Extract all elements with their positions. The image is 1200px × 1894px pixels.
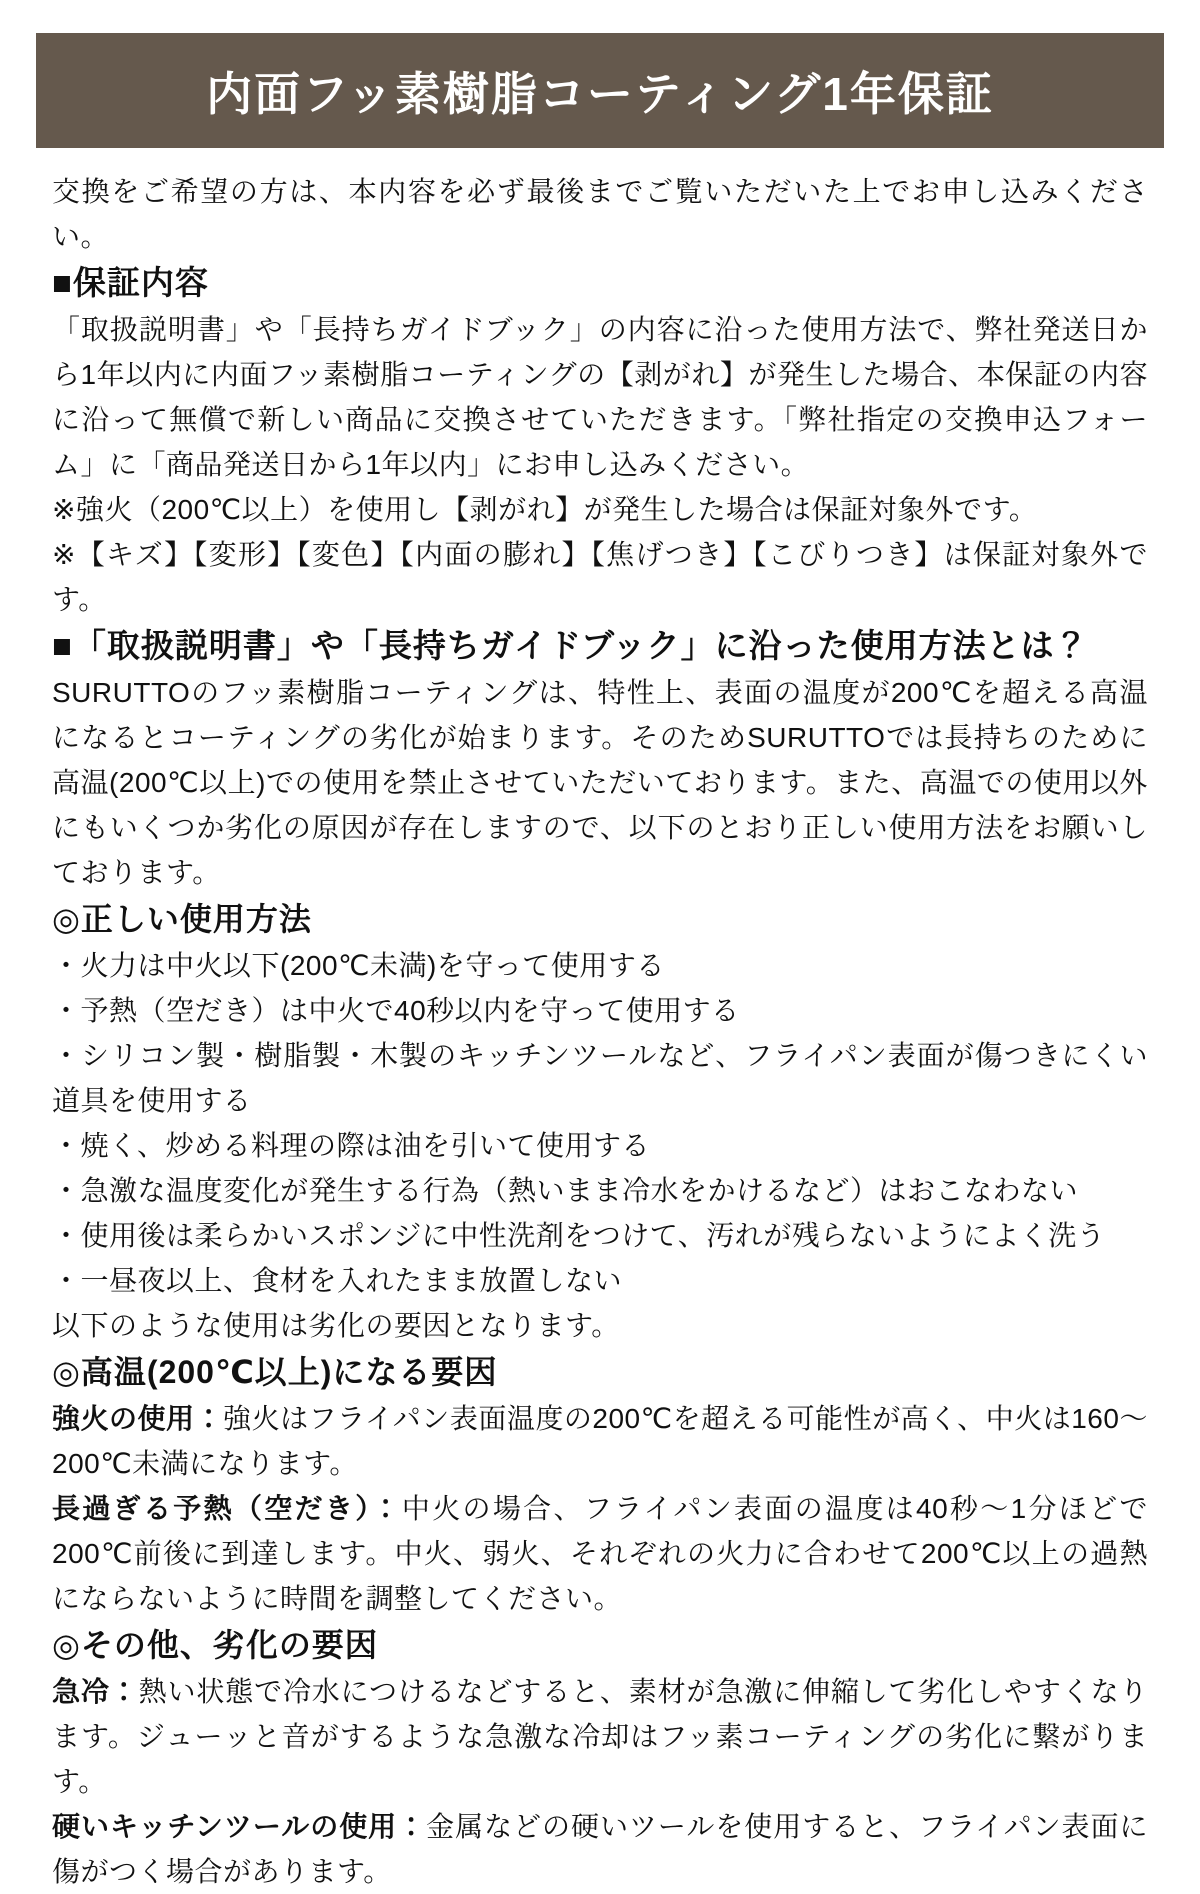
usage-list-item-food-storage: ・一昼夜以上、食材を入れたまま放置しない <box>52 1265 623 1296</box>
warranty-note-exclusions: ※【キズ】【変形】【変色】【内面の膨れ】【焦げつき】【こびりつき】は保証対象外です。 <box>52 539 1148 615</box>
deterioration-intro-paragraph: 以下のような使用は劣化の要因となります。 <box>52 1310 620 1341</box>
heading-usage-method: ■「取扱説明書」や「長持ちガイドブック」に沿った使用方法とは？ <box>52 627 1089 664</box>
usage-list-item-preheat: ・予熱（空だき）は中火で40秒以内を守って使用する <box>52 995 740 1026</box>
cause-strong-fire-paragraph <box>52 1396 1148 1486</box>
cause-long-preheat-paragraph <box>52 1486 1148 1621</box>
cause-rapid-cooling-text: 熱い状態で冷水につけるなどすると、素材が急激に伸縮して劣化しやすくなります。ジューッと音がするような急激な冷却はフッ素コーティングの劣化に繋がります。 <box>52 1676 1148 1797</box>
cause-rapid-cooling-paragraph <box>52 1669 1148 1804</box>
warranty-terms-paragraph: 「取扱説明書」や「長持ちガイドブック」の内容に沿った使用方法で、弊社発送日から1年以内に内面フッ素樹脂コーティングの【剥がれ】が発生した場合、本保証の内容に沿って無償で新しい商品に交換させていただきます。「弊社指定の交換申込フォーム」に「商品発送日から1年以内」にお申し込みください。 <box>52 314 1148 480</box>
heading-other-causes: ◎その他、劣化の要因 <box>52 1627 378 1663</box>
usage-list-item-oil: ・焼く、炒める料理の際は油を引いて使用する <box>52 1130 650 1161</box>
cause-hard-tools-label: 硬いキッチンツールの使用： <box>52 1811 427 1842</box>
cause-long-preheat-text: 中火の場合、フライパン表面の温度は40秒〜1分ほどで200℃前後に到達します。中火、弱火、それぞれの火力に合わせて200℃以上の過熱にならないように時間を調整してください。 <box>52 1493 1148 1614</box>
usage-list-item-heat-level: ・火力は中火以下(200℃未満)を守って使用する <box>52 950 665 981</box>
usage-method-paragraph: SURUTTOのフッ素樹脂コーティングは、特性上、表面の温度が200℃を超える高温になるとコーティングの劣化が始まります。そのためSURUTTOでは長持ちのために高温(200℃以上)での使用を禁止させていただいております。また、高温での使用以外にもいくつか劣化の原因が存在しますので、以下のとおり正しい使用方法をお願いしております。 <box>52 677 1148 888</box>
cause-hard-tools-text: 金属などの硬いツールを使用すると、フライパン表面に傷がつく場合があります。 <box>52 1811 1148 1887</box>
usage-list-item-tools: ・シリコン製・樹脂製・木製のキッチンツールなど、フライパン表面が傷つきにくい道具を使用する <box>52 1040 1148 1116</box>
cause-rapid-cooling-label: 急冷： <box>52 1676 139 1707</box>
warranty-note-high-heat: ※強火（200℃以上）を使用し【剥がれ】が発生した場合は保証対象外です。 <box>52 494 1038 525</box>
heading-warranty-content: ■保証内容 <box>52 264 209 301</box>
warranty-title-banner <box>36 33 1164 148</box>
usage-list-item-temp-change: ・急激な温度変化が発生する行為（熱いまま冷水をかけるなど）はおこなわない <box>52 1175 1079 1206</box>
cause-strong-fire-text: 強火はフライパン表面温度の200℃を超える可能性が高く、中火は160〜200℃未満になります。 <box>52 1403 1148 1479</box>
cause-strong-fire-label: 強火の使用： <box>52 1403 224 1434</box>
intro-paragraph: 交換をご希望の方は、本内容を必ず最後までご覧いただいた上でお申し込みください。 <box>52 176 1148 252</box>
cause-long-preheat-label: 長過ぎる予熱（空だき）： <box>52 1493 402 1524</box>
document-body <box>36 169 1164 1894</box>
cause-hard-tools-paragraph <box>52 1804 1148 1894</box>
usage-list-item-washing: ・使用後は柔らかいスポンジに中性洗剤をつけて、汚れが残らないようによく洗う <box>52 1220 1106 1251</box>
heading-correct-usage: ◎正しい使用方法 <box>52 901 312 937</box>
page-title: 内面フッ素樹脂コーティング1年保証 <box>206 67 994 120</box>
heading-high-temp-causes: ◎高温(200℃以上)になる要因 <box>52 1354 498 1390</box>
